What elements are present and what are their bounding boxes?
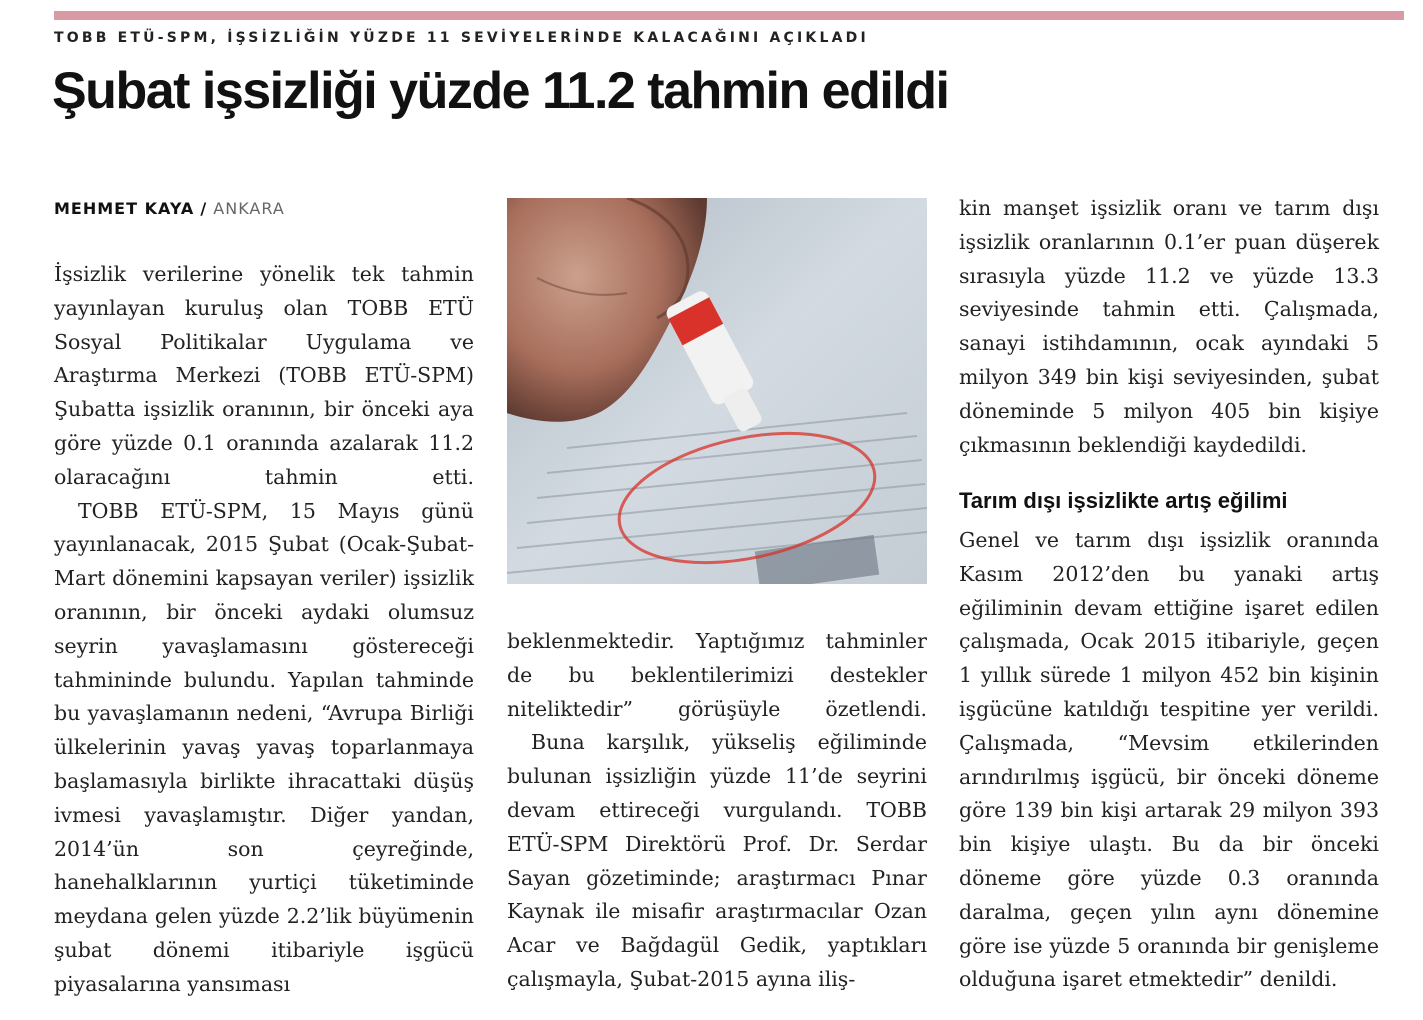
top-rule: [54, 11, 1404, 20]
paragraph: Buna karşılık, yükseliş eğiliminde bulunan işsizliğin yüzde 11’de seyrini devam ettireceği vurgulandı. TOBB ETÜ-SPM Direktörü Prof. Dr. Serdar Sayan gözetiminde; araştırmacı Pınar Kaynak ile misafir araştırmacılar Ozan Acar ve Bağdagül Gedik, yaptıkları çalışmayla, Şubat-2015 ayına iliş-: [507, 730, 927, 991]
paragraph: TOBB ETÜ-SPM, 15 Mayıs günü yayınlanacak, 2015 Şubat (Ocak-Şubat-Mart dönemini kapsayan veriler) işsizlik oranının, bir önceki aydaki olumsuz seyrin yavaşlamasını göstereceği tahmininde bulundu. Yapılan tahminde bu yavaşlamanın nedeni, “Avrupa Birliği ülkelerinin yavaş yavaş toparlanmaya başlamasıyla birlikte ihracattaki düşüş ivmesi yavaşlamıştır. Diğer yandan, 2014’ün son çeyreğinde, hanehalklarının yurtiçi tüketiminde meydana gelen yüzde 2.2’lik büyümenin şubat dönemi itibariyle işgücü piyasalarına yansıması: [54, 498, 474, 996]
byline-city: ANKARA: [213, 199, 285, 218]
paragraph: Genel ve tarım dışı işsizlik oranında Kasım 2012’den bu yanaki artış eğiliminin devam ettiğine işaret edilen çalışmada, Ocak 2015 itibariyle, geçen 1 yıllık sürede 1 milyon 452 bin kişinin işgücüne katıldığı tespitine yer verildi. Çalışmada, “Mevsim etkilerinden arındırılmış işgücü, bir önceki döneme göre 139 bin kişi artarak 29 milyon 393 bin kişiye ulaştı. Bu da bir önceki döneme göre yüzde 0.3 oranında daralma, geçen yılın aynı dönemine göre ise yüzde 5 oranında bir genişleme olduğuna işaret etmektedir” denildi.: [959, 528, 1379, 992]
article-kicker: TOBB ETÜ-SPM, İŞSİZLİĞİN YÜZDE 11 SEVİYELERİNDE KALACAĞINI AÇIKLADI: [54, 30, 869, 46]
column-3-top: [959, 192, 1379, 462]
column-2: [507, 625, 927, 997]
hand-marker-newspaper-icon: [507, 198, 927, 584]
byline-separator: /: [200, 199, 208, 218]
paragraph: İşsizlik verilerine yönelik tek tahmin yayınlayan kuruluş olan TOBB ETÜ Sosyal Politikalar Uygulama ve Araştırma Merkezi (TOBB ETÜ-SPM) Şubatta işsizlik oranının, bir önceki aya göre yüzde 0.1 oranında azalarak 11.2 olaracağını tahmin etti.: [54, 262, 474, 489]
byline: [54, 199, 285, 218]
article-photo: [507, 198, 927, 584]
column-3-bottom: [959, 524, 1379, 997]
byline-author: MEHMET KAYA: [54, 199, 195, 218]
column-1: [54, 258, 474, 1002]
paragraph: beklenmektedir. Yaptığımız tahminler de bu beklentilerimizi destekler niteliktedir” görüşüyle özetlendi.: [507, 629, 927, 721]
article-headline: Şubat işsizliği yüzde 11.2 tahmin edildi: [52, 62, 949, 120]
section-subhead: Tarım dışı işsizlikte artış eğilimi: [959, 488, 1288, 513]
paragraph: kin manşet işsizlik oranı ve tarım dışı işsizlik oranlarının 0.1’er puan düşerek sırasıyla yüzde 11.2 ve yüzde 13.3 seviyesinde tahmin etti. Çalışmada, sanayi istihdamının, ocak ayındaki 5 milyon 349 bin kişi seviyesinden, şubat döneminde 5 milyon 405 bin kişiye çıkmasının beklendiği kaydedildi.: [959, 196, 1379, 457]
